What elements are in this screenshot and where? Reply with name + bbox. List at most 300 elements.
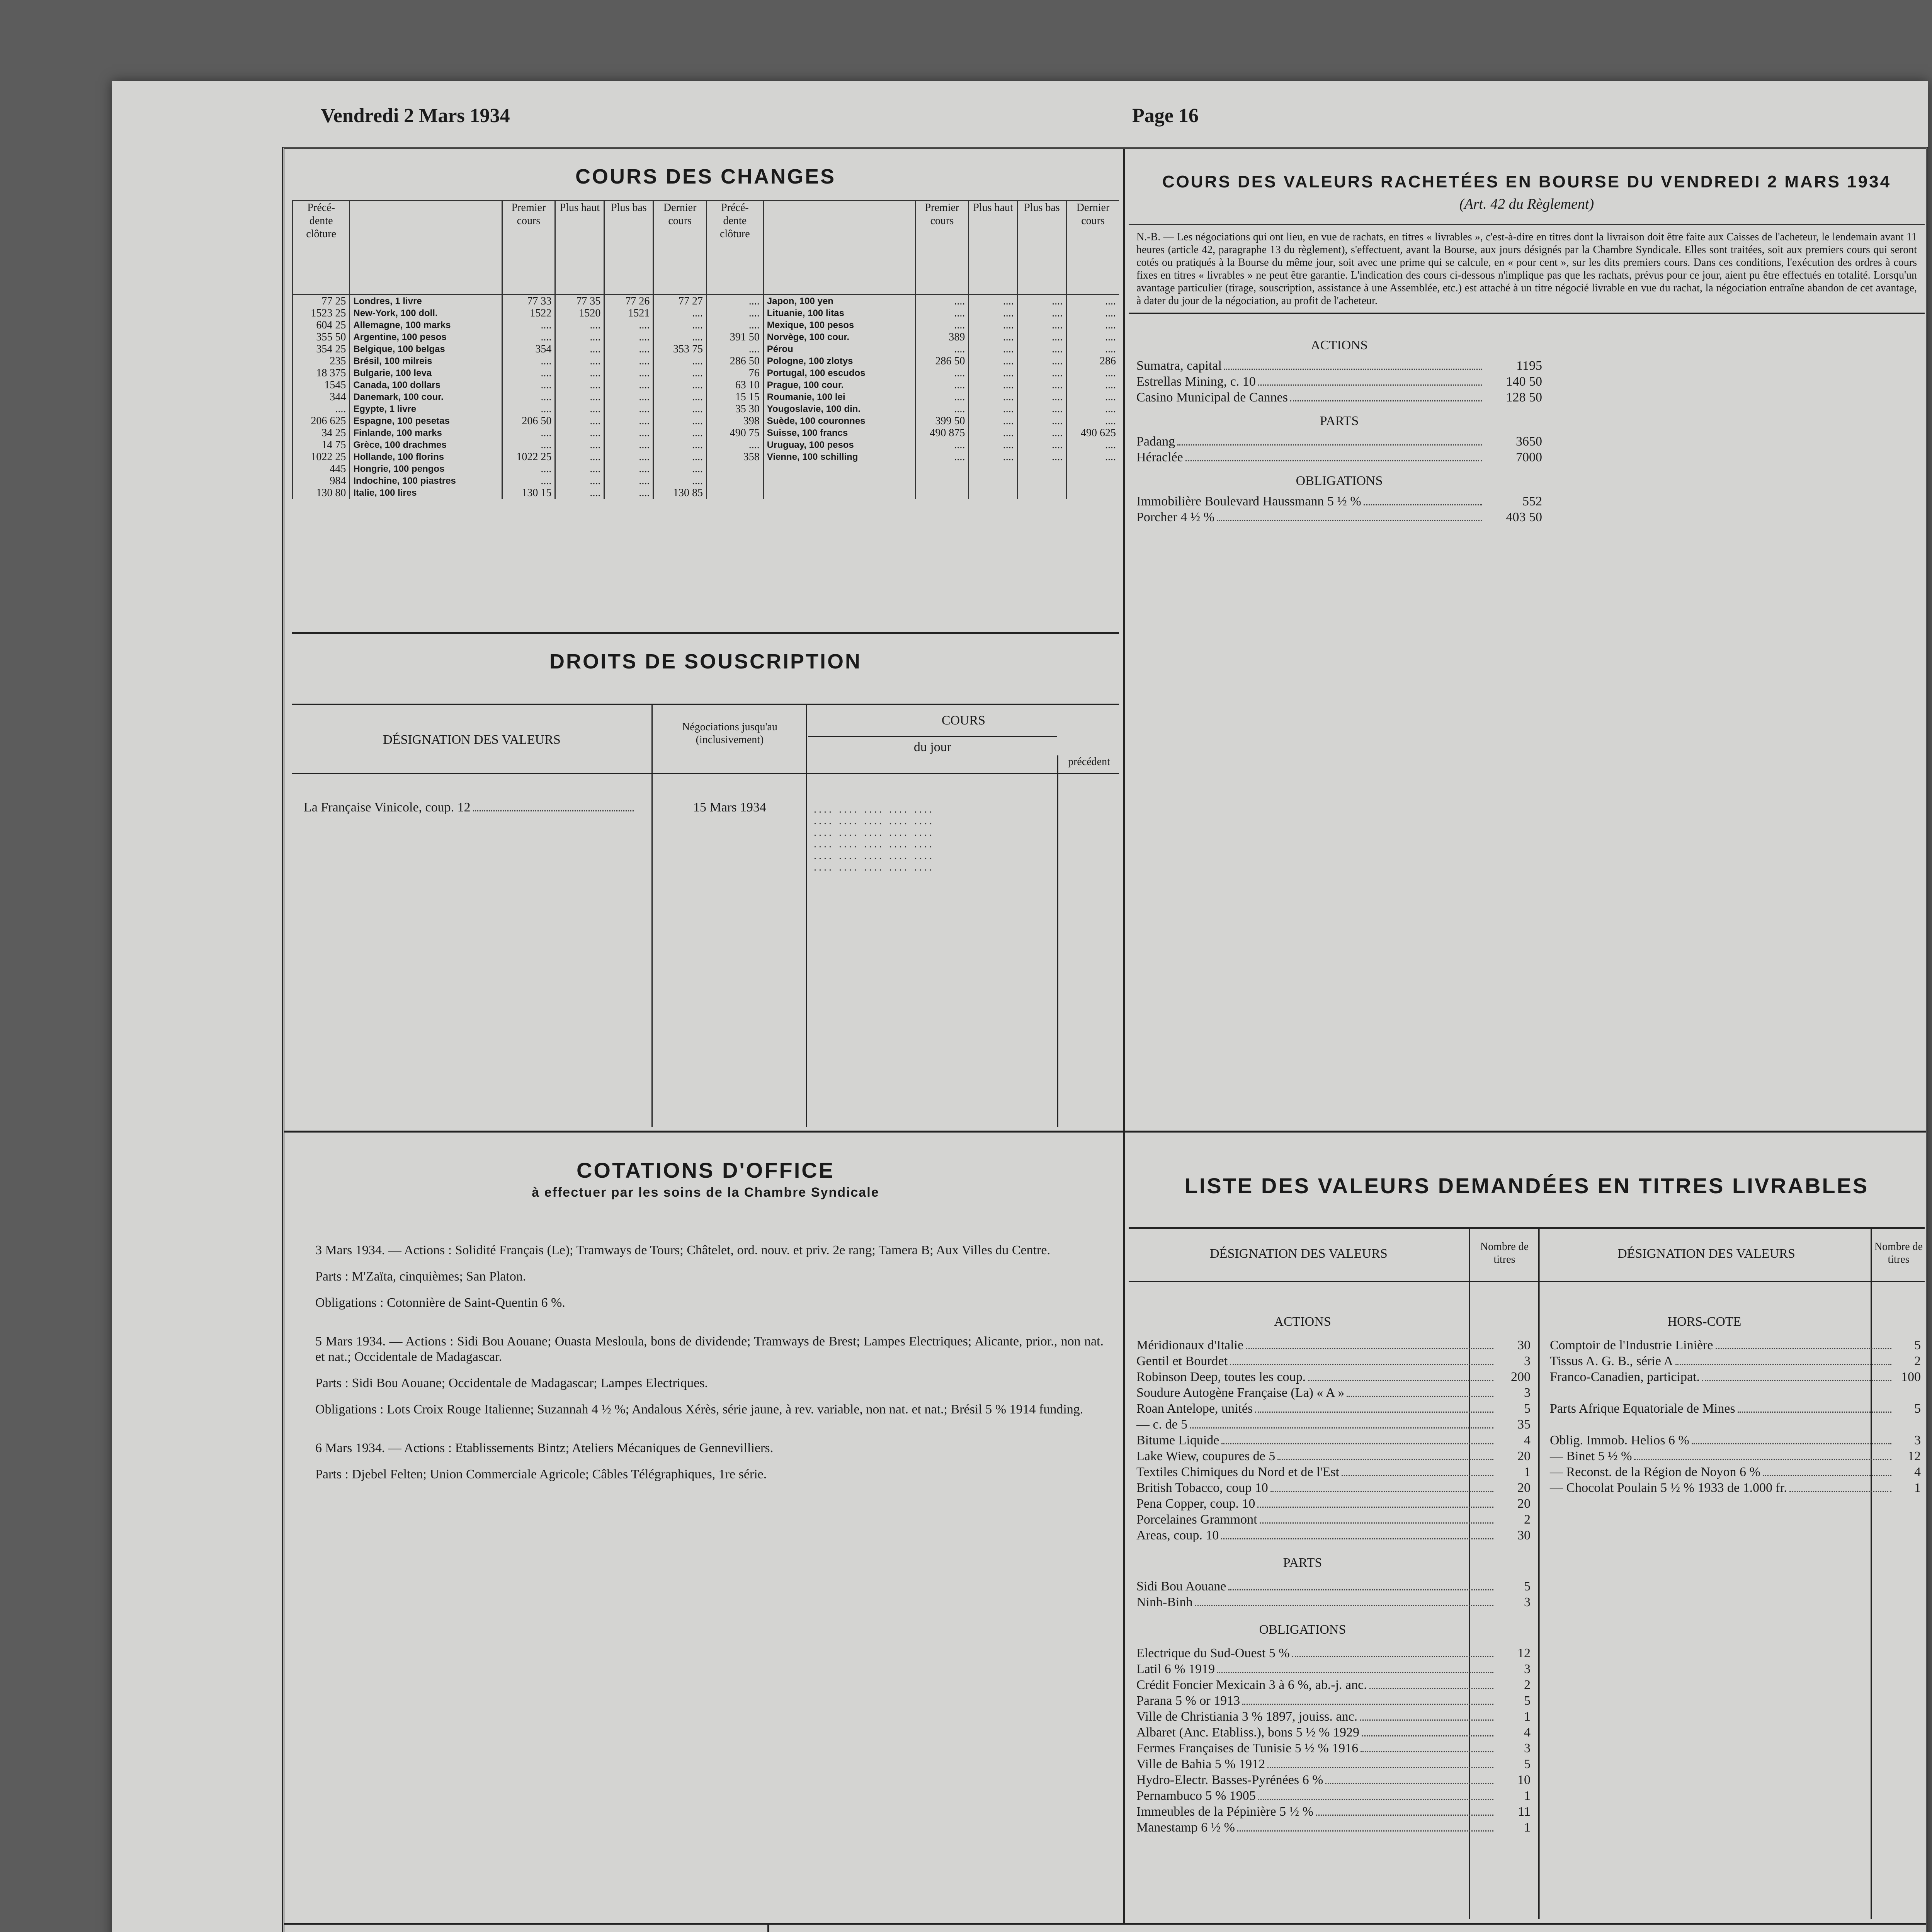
changes-cell: .... (1066, 319, 1119, 331)
cotations-paragraph: Obligations : Cotonnière de Saint-Quentin 6 %. (315, 1296, 565, 1310)
changes-cell: .... (969, 439, 1017, 451)
item-value: 5 (1914, 1401, 1921, 1416)
changes-cell: Grèce, 100 drachmes (350, 439, 502, 451)
item-label: Manestamp 6 ½ % (1136, 1820, 1235, 1835)
changes-cell: Canada, 100 dollars (350, 379, 502, 391)
rachetees-item (1136, 434, 1542, 449)
changes-cell: .... (502, 331, 555, 343)
leader-dots (1290, 389, 1482, 401)
changes-cell: .... (969, 319, 1017, 331)
changes-cell: .... (502, 367, 555, 379)
changes-cell: .... (1066, 451, 1119, 463)
changes-cell: .... (555, 463, 604, 475)
changes-cell: .... (1066, 331, 1119, 343)
leader-dots (1362, 1725, 1493, 1736)
section-rappels (292, 1930, 764, 1932)
liste-item (1136, 1385, 1531, 1401)
liste-item (1136, 1693, 1531, 1709)
changes-cell: .... (1017, 427, 1066, 439)
changes-cell: .... (653, 391, 707, 403)
changes-col-header: Plus bas (1017, 201, 1066, 295)
item-label: Areas, coup. 10 (1136, 1528, 1219, 1543)
changes-cell (969, 475, 1017, 487)
item-value: 3 (1524, 1595, 1531, 1609)
main-frame (282, 147, 1928, 1932)
leader-dots (1237, 1820, 1493, 1832)
changes-row (293, 439, 1119, 451)
changes-cell (1066, 463, 1119, 475)
item-label: Pernambuco 5 % 1905 (1136, 1789, 1256, 1803)
changes-cell: Danemark, 100 cour. (350, 391, 502, 403)
changes-cell: .... (706, 307, 763, 319)
changes-cell: 14 75 (293, 439, 350, 451)
newspaper-page (112, 81, 1928, 1932)
leader-dots (1221, 1527, 1493, 1539)
changes-cell: 355 50 (293, 331, 350, 343)
leader-dots (1246, 1337, 1493, 1349)
item-value: 20 (1517, 1481, 1531, 1495)
liste-left-column (1136, 1302, 1531, 1835)
changes-col-header (763, 201, 915, 295)
changes-cell: .... (502, 403, 555, 415)
liste-item (1136, 1804, 1531, 1820)
item-value: 30 (1517, 1338, 1531, 1352)
item-label: Padang (1136, 434, 1175, 449)
changes-cell: 286 50 (915, 355, 969, 367)
changes-cell: 398 (706, 415, 763, 427)
item-value: 3 (1524, 1354, 1531, 1368)
liste-item (1136, 1417, 1531, 1432)
changes-cell: .... (653, 319, 707, 331)
column-divider-upper (1123, 149, 1125, 1923)
changes-cell: New-York, 100 doll. (350, 307, 502, 319)
item-label: — Binet 5 ½ % (1550, 1449, 1632, 1463)
changes-cell: .... (1066, 415, 1119, 427)
liste-item (1136, 1677, 1531, 1693)
item-label: Ville de Bahia 5 % 1912 (1136, 1757, 1265, 1771)
changes-cell: Japon, 100 yen (763, 295, 915, 308)
leader-dots (1716, 1337, 1891, 1349)
changes-cell: .... (604, 331, 653, 343)
liste-item (1550, 1401, 1921, 1417)
changes-cell: .... (1017, 319, 1066, 331)
liste-item (1136, 1448, 1531, 1464)
changes-cell: 984 (293, 475, 350, 487)
changes-cell (706, 475, 763, 487)
rachetees-title: COURS DES VALEURS RACHETÉES EN BOURSE DU VENDREDI 2 MARS 1934 (1162, 172, 1891, 191)
leader-dots (1228, 1578, 1493, 1590)
section-demandees (773, 1930, 1925, 1932)
liste-title: LISTE DES VALEURS DEMANDÉES EN TITRES LIVRABLES (1184, 1173, 1869, 1198)
item-value: 1 (1524, 1465, 1531, 1479)
changes-cell: Hollande, 100 florins (350, 451, 502, 463)
item-value: 3650 (1516, 434, 1542, 449)
header-page-number: Page 16 (1132, 105, 1199, 127)
item-label: Casino Municipal de Cannes (1136, 390, 1288, 405)
changes-cell: 35 30 (706, 403, 763, 415)
changes-cell: .... (969, 331, 1017, 343)
changes-row (293, 343, 1119, 355)
liste-item (1136, 1369, 1531, 1385)
liste-item (1136, 1725, 1531, 1740)
header-date: Vendredi 2 Mars 1934 (321, 105, 510, 127)
changes-cell: .... (969, 427, 1017, 439)
item-label: Estrellas Mining, c. 10 (1136, 374, 1256, 389)
changes-cell: .... (502, 379, 555, 391)
changes-cell: .... (1066, 439, 1119, 451)
cotations-paragraphs (292, 1243, 1119, 1482)
liste-item (1136, 1740, 1531, 1756)
item-label: Soudure Autogène Française (La) « A » (1136, 1386, 1345, 1400)
changes-cell: .... (1017, 391, 1066, 403)
item-value: 3 (1914, 1433, 1921, 1447)
changes-cell: 130 80 (293, 487, 350, 499)
changes-cell: .... (604, 463, 653, 475)
item-value: 7000 (1516, 450, 1542, 464)
section-liste (1129, 1138, 1925, 1919)
leader-dots (1255, 1401, 1493, 1413)
changes-cell: .... (1017, 307, 1066, 319)
changes-cell: .... (502, 391, 555, 403)
leader-dots (1257, 1496, 1493, 1508)
leader-dots (1360, 1709, 1493, 1721)
changes-col-header: Précé-dente clôture (293, 201, 350, 295)
item-label: Pena Copper, coup. 10 (1136, 1497, 1255, 1511)
changes-cell: 206 625 (293, 415, 350, 427)
changes-cell: .... (915, 343, 969, 355)
changes-cell: .... (502, 355, 555, 367)
liste-col-nombre-right: Nombre de titres (1874, 1241, 1923, 1265)
changes-cell: .... (1017, 439, 1066, 451)
item-label: Fermes Françaises de Tunisie 5 ½ % 1916 (1136, 1741, 1359, 1755)
changes-cell: .... (706, 343, 763, 355)
item-label: Immeubles de la Pépinière 5 ½ % (1136, 1804, 1313, 1819)
liste-item (1136, 1594, 1531, 1610)
changes-cell: .... (293, 403, 350, 415)
changes-cell: 1520 (555, 307, 604, 319)
droits-title: DROITS DE SOUSCRIPTION (549, 650, 862, 673)
changes-cell: .... (604, 487, 653, 499)
changes-cell (915, 487, 969, 499)
changes-cell: .... (1066, 403, 1119, 415)
changes-row (293, 427, 1119, 439)
changes-table (292, 200, 1119, 499)
changes-cell: .... (604, 475, 653, 487)
changes-col-header: Plus haut (969, 201, 1017, 295)
changes-cell: .... (555, 439, 604, 451)
changes-cell: .... (555, 355, 604, 367)
changes-col-header: Dernier cours (1066, 201, 1119, 295)
changes-cell: 344 (293, 391, 350, 403)
leader-dots (1230, 1353, 1493, 1365)
cotations-paragraph: Parts : Sidi Bou Aouane; Occidentale de Madagascar; Lampes Electriques. (315, 1376, 708, 1390)
droits-row-date: 15 Mars 1934 (693, 800, 766, 815)
liste-item (1136, 1527, 1531, 1543)
changes-cell: .... (1066, 343, 1119, 355)
cotations-title: COTATIONS D'OFFICE (576, 1158, 835, 1182)
rachetees-section-heading: ACTIONS (1311, 338, 1368, 352)
liste-item (1550, 1432, 1921, 1448)
changes-cell (763, 487, 915, 499)
item-label: Porcher 4 ½ % (1136, 510, 1215, 524)
leader-dots (1342, 1464, 1493, 1476)
section-droits (292, 632, 1119, 1127)
changes-cell: Suisse, 100 francs (763, 427, 915, 439)
changes-cell: .... (555, 427, 604, 439)
liste-item (1136, 1772, 1531, 1788)
changes-cell: Roumanie, 100 lei (763, 391, 915, 403)
changes-cell: .... (604, 343, 653, 355)
item-label: Franco-Canadien, participat. (1550, 1370, 1700, 1384)
leader-dots (1242, 1693, 1493, 1705)
item-label: Albaret (Anc. Etabliss.), bons 5 ½ % 1929 (1136, 1725, 1359, 1740)
leader-dots (1789, 1480, 1891, 1492)
changes-cell: .... (653, 427, 707, 439)
changes-cell: 130 85 (653, 487, 707, 499)
item-label: Méridionaux d'Italie (1136, 1338, 1244, 1352)
leader-dots (1270, 1480, 1493, 1492)
rachetees-item (1136, 493, 1542, 509)
changes-cell: Allemagne, 100 marks (350, 319, 502, 331)
item-value: 4 (1524, 1725, 1531, 1740)
changes-cell: .... (653, 379, 707, 391)
item-label: Textiles Chimiques du Nord et de l'Est (1136, 1465, 1340, 1479)
changes-cell: .... (604, 451, 653, 463)
liste-item (1136, 1512, 1531, 1527)
changes-cell: 286 (1066, 355, 1119, 367)
changes-cell: .... (1066, 391, 1119, 403)
changes-cell: Yougoslavie, 100 din. (763, 403, 915, 415)
item-value: 12 (1908, 1449, 1921, 1463)
leader-dots (1177, 434, 1482, 446)
changes-cell: .... (969, 391, 1017, 403)
leader-dots (1277, 1448, 1493, 1460)
changes-cell: .... (915, 403, 969, 415)
changes-cell: .... (502, 439, 555, 451)
changes-cell: .... (969, 415, 1017, 427)
changes-cell: .... (653, 403, 707, 415)
changes-cell: .... (1017, 295, 1066, 308)
liste-section-heading: HORS-COTE (1667, 1315, 1742, 1329)
changes-cell: .... (969, 379, 1017, 391)
changes-cell: Egypte, 1 livre (350, 403, 502, 415)
liste-item (1136, 1353, 1531, 1369)
droits-row-name (304, 800, 636, 815)
changes-cell: 391 50 (706, 331, 763, 343)
leader-dots (1292, 1645, 1493, 1657)
changes-cell: 1545 (293, 379, 350, 391)
changes-cell: Argentine, 100 pesos (350, 331, 502, 343)
changes-cell: .... (604, 355, 653, 367)
changes-cell: .... (555, 487, 604, 499)
leader-dots (1195, 1594, 1493, 1606)
changes-cell: 77 27 (653, 295, 707, 308)
leader-dots (1675, 1353, 1891, 1365)
item-value: 2 (1524, 1512, 1531, 1527)
changes-title: COURS DES CHANGES (575, 165, 836, 188)
item-value: 2 (1914, 1354, 1921, 1368)
liste-item (1136, 1645, 1531, 1661)
changes-col-header: Précé-dente clôture (706, 201, 763, 295)
changes-cell: .... (604, 427, 653, 439)
changes-cell: 490 875 (915, 427, 969, 439)
changes-cell: Indochine, 100 piastres (350, 475, 502, 487)
item-value: 11 (1518, 1804, 1531, 1819)
changes-cell: Brésil, 100 milreis (350, 355, 502, 367)
leader-dots (1692, 1432, 1891, 1444)
changes-row (293, 367, 1119, 379)
liste-item (1136, 1401, 1531, 1417)
changes-col-header: Premier cours (915, 201, 969, 295)
item-value: 128 50 (1506, 390, 1542, 405)
changes-cell: 235 (293, 355, 350, 367)
changes-cell: 399 50 (915, 415, 969, 427)
changes-cell: .... (604, 367, 653, 379)
changes-cell: .... (604, 415, 653, 427)
droits-row-label: La Française Vinicole, coup. 12 (304, 800, 471, 815)
item-label: Porcelaines Grammont (1136, 1512, 1257, 1527)
item-value: 3 (1524, 1741, 1531, 1755)
item-value: 5 (1524, 1757, 1531, 1771)
section-cotations (292, 1138, 1119, 1919)
liste-item (1136, 1820, 1531, 1835)
item-value: 4 (1914, 1465, 1921, 1479)
liste-item (1550, 1353, 1921, 1369)
changes-cell: .... (653, 367, 707, 379)
changes-cell: .... (502, 475, 555, 487)
changes-header-row (293, 201, 1119, 295)
leader-dots (1258, 1788, 1493, 1800)
section-rachetees (1129, 157, 1925, 748)
liste-item (1136, 1464, 1531, 1480)
liste-section-heading: OBLIGATIONS (1259, 1622, 1346, 1637)
item-label: Electrique du Sud-Ouest 5 % (1136, 1646, 1290, 1660)
changes-cell: .... (1017, 451, 1066, 463)
changes-cell: Norvège, 100 cour. (763, 331, 915, 343)
item-value: 10 (1517, 1773, 1531, 1787)
column-divider-lower (767, 1923, 769, 1932)
leader-dots (1308, 1369, 1493, 1381)
rachetees-item (1136, 358, 1542, 374)
item-label: Gentil et Bourdet (1136, 1354, 1228, 1368)
changes-cell: 389 (915, 331, 969, 343)
changes-col-header: Dernier cours (653, 201, 707, 295)
changes-cell: 604 25 (293, 319, 350, 331)
cotations-paragraph: Parts : M'Zaïta, cinquièmes; San Platon. (315, 1269, 526, 1284)
changes-row (293, 379, 1119, 391)
changes-cell: .... (915, 367, 969, 379)
changes-cell: 77 33 (502, 295, 555, 308)
rachetees-item (1136, 374, 1542, 389)
changes-cell: .... (915, 439, 969, 451)
changes-cell: 286 50 (706, 355, 763, 367)
droits-table (292, 704, 1119, 1127)
changes-cell: .... (969, 307, 1017, 319)
changes-cell: 206 50 (502, 415, 555, 427)
changes-cell: .... (653, 463, 707, 475)
changes-cell: .... (969, 367, 1017, 379)
spacer (1550, 1385, 1921, 1401)
changes-cell: .... (915, 451, 969, 463)
item-label: Parana 5 % or 1913 (1136, 1694, 1240, 1708)
changes-cell: .... (1017, 403, 1066, 415)
item-value: 5 (1524, 1401, 1531, 1416)
liste-item (1550, 1337, 1921, 1353)
liste-item (1136, 1788, 1531, 1804)
rachetees-list (1129, 314, 1554, 525)
changes-cell: 1522 (502, 307, 555, 319)
item-value: 140 50 (1506, 374, 1542, 389)
changes-cell: 63 10 (706, 379, 763, 391)
leader-dots (1361, 1740, 1493, 1752)
liste-right-column (1550, 1302, 1921, 1496)
changes-row (293, 355, 1119, 367)
rachetees-section-heading: PARTS (1320, 414, 1359, 428)
item-label: Comptoir de l'Industrie Linière (1550, 1338, 1713, 1352)
item-value: 100 (1901, 1370, 1921, 1384)
changes-cell: .... (653, 331, 707, 343)
changes-row (293, 475, 1119, 487)
changes-cell: .... (555, 403, 604, 415)
changes-cell (969, 463, 1017, 475)
item-label: Sumatra, capital (1136, 359, 1222, 373)
droits-col-cours: COURS (941, 713, 986, 728)
changes-cell: .... (555, 319, 604, 331)
changes-row (293, 319, 1119, 331)
changes-cell: .... (502, 427, 555, 439)
changes-cell (969, 487, 1017, 499)
changes-cell: .... (1017, 415, 1066, 427)
leader-dots (1325, 1772, 1493, 1784)
rachetees-section-heading: OBLIGATIONS (1296, 474, 1383, 488)
changes-row (293, 403, 1119, 415)
leader-dots (1217, 509, 1482, 521)
changes-cell: 130 15 (502, 487, 555, 499)
section-changes (292, 157, 1119, 628)
item-label: Tissus A. G. B., série A (1550, 1354, 1673, 1368)
changes-cell (763, 463, 915, 475)
changes-cell: .... (604, 439, 653, 451)
item-value: 30 (1517, 1528, 1531, 1543)
row-divider-1 (284, 1131, 1926, 1133)
changes-cell: Hongrie, 100 pengos (350, 463, 502, 475)
changes-col-header (350, 201, 502, 295)
changes-cell: Londres, 1 livre (350, 295, 502, 308)
changes-cell: .... (915, 319, 969, 331)
changes-cell: .... (604, 379, 653, 391)
leader-dots (1267, 1756, 1493, 1768)
changes-cell: Uruguay, 100 pesos (763, 439, 915, 451)
liste-item (1136, 1480, 1531, 1496)
changes-cell: .... (969, 355, 1017, 367)
changes-cell: Prague, 100 cour. (763, 379, 915, 391)
changes-cell: .... (969, 403, 1017, 415)
liste-item (1550, 1464, 1921, 1480)
leader-dots (1364, 493, 1482, 505)
item-value: 5 (1914, 1338, 1921, 1352)
changes-cell: 77 35 (555, 295, 604, 308)
changes-body (293, 295, 1119, 499)
changes-cell: .... (915, 379, 969, 391)
changes-col-header: Plus haut (555, 201, 604, 295)
cotations-paragraph: 5 Mars 1934. — Actions : Sidi Bou Aouane; Ouasta Mesloula, bons de dividende; Tramways de Brest; Lampes Electriques; Alicante, prior., non nat. et nat.; Occidentale de Madagascar. (315, 1334, 1104, 1364)
changes-cell: .... (653, 307, 707, 319)
liste-table (1129, 1227, 1925, 1919)
liste-item (1136, 1709, 1531, 1725)
changes-cell (915, 475, 969, 487)
changes-cell: .... (969, 295, 1017, 308)
changes-row (293, 451, 1119, 463)
